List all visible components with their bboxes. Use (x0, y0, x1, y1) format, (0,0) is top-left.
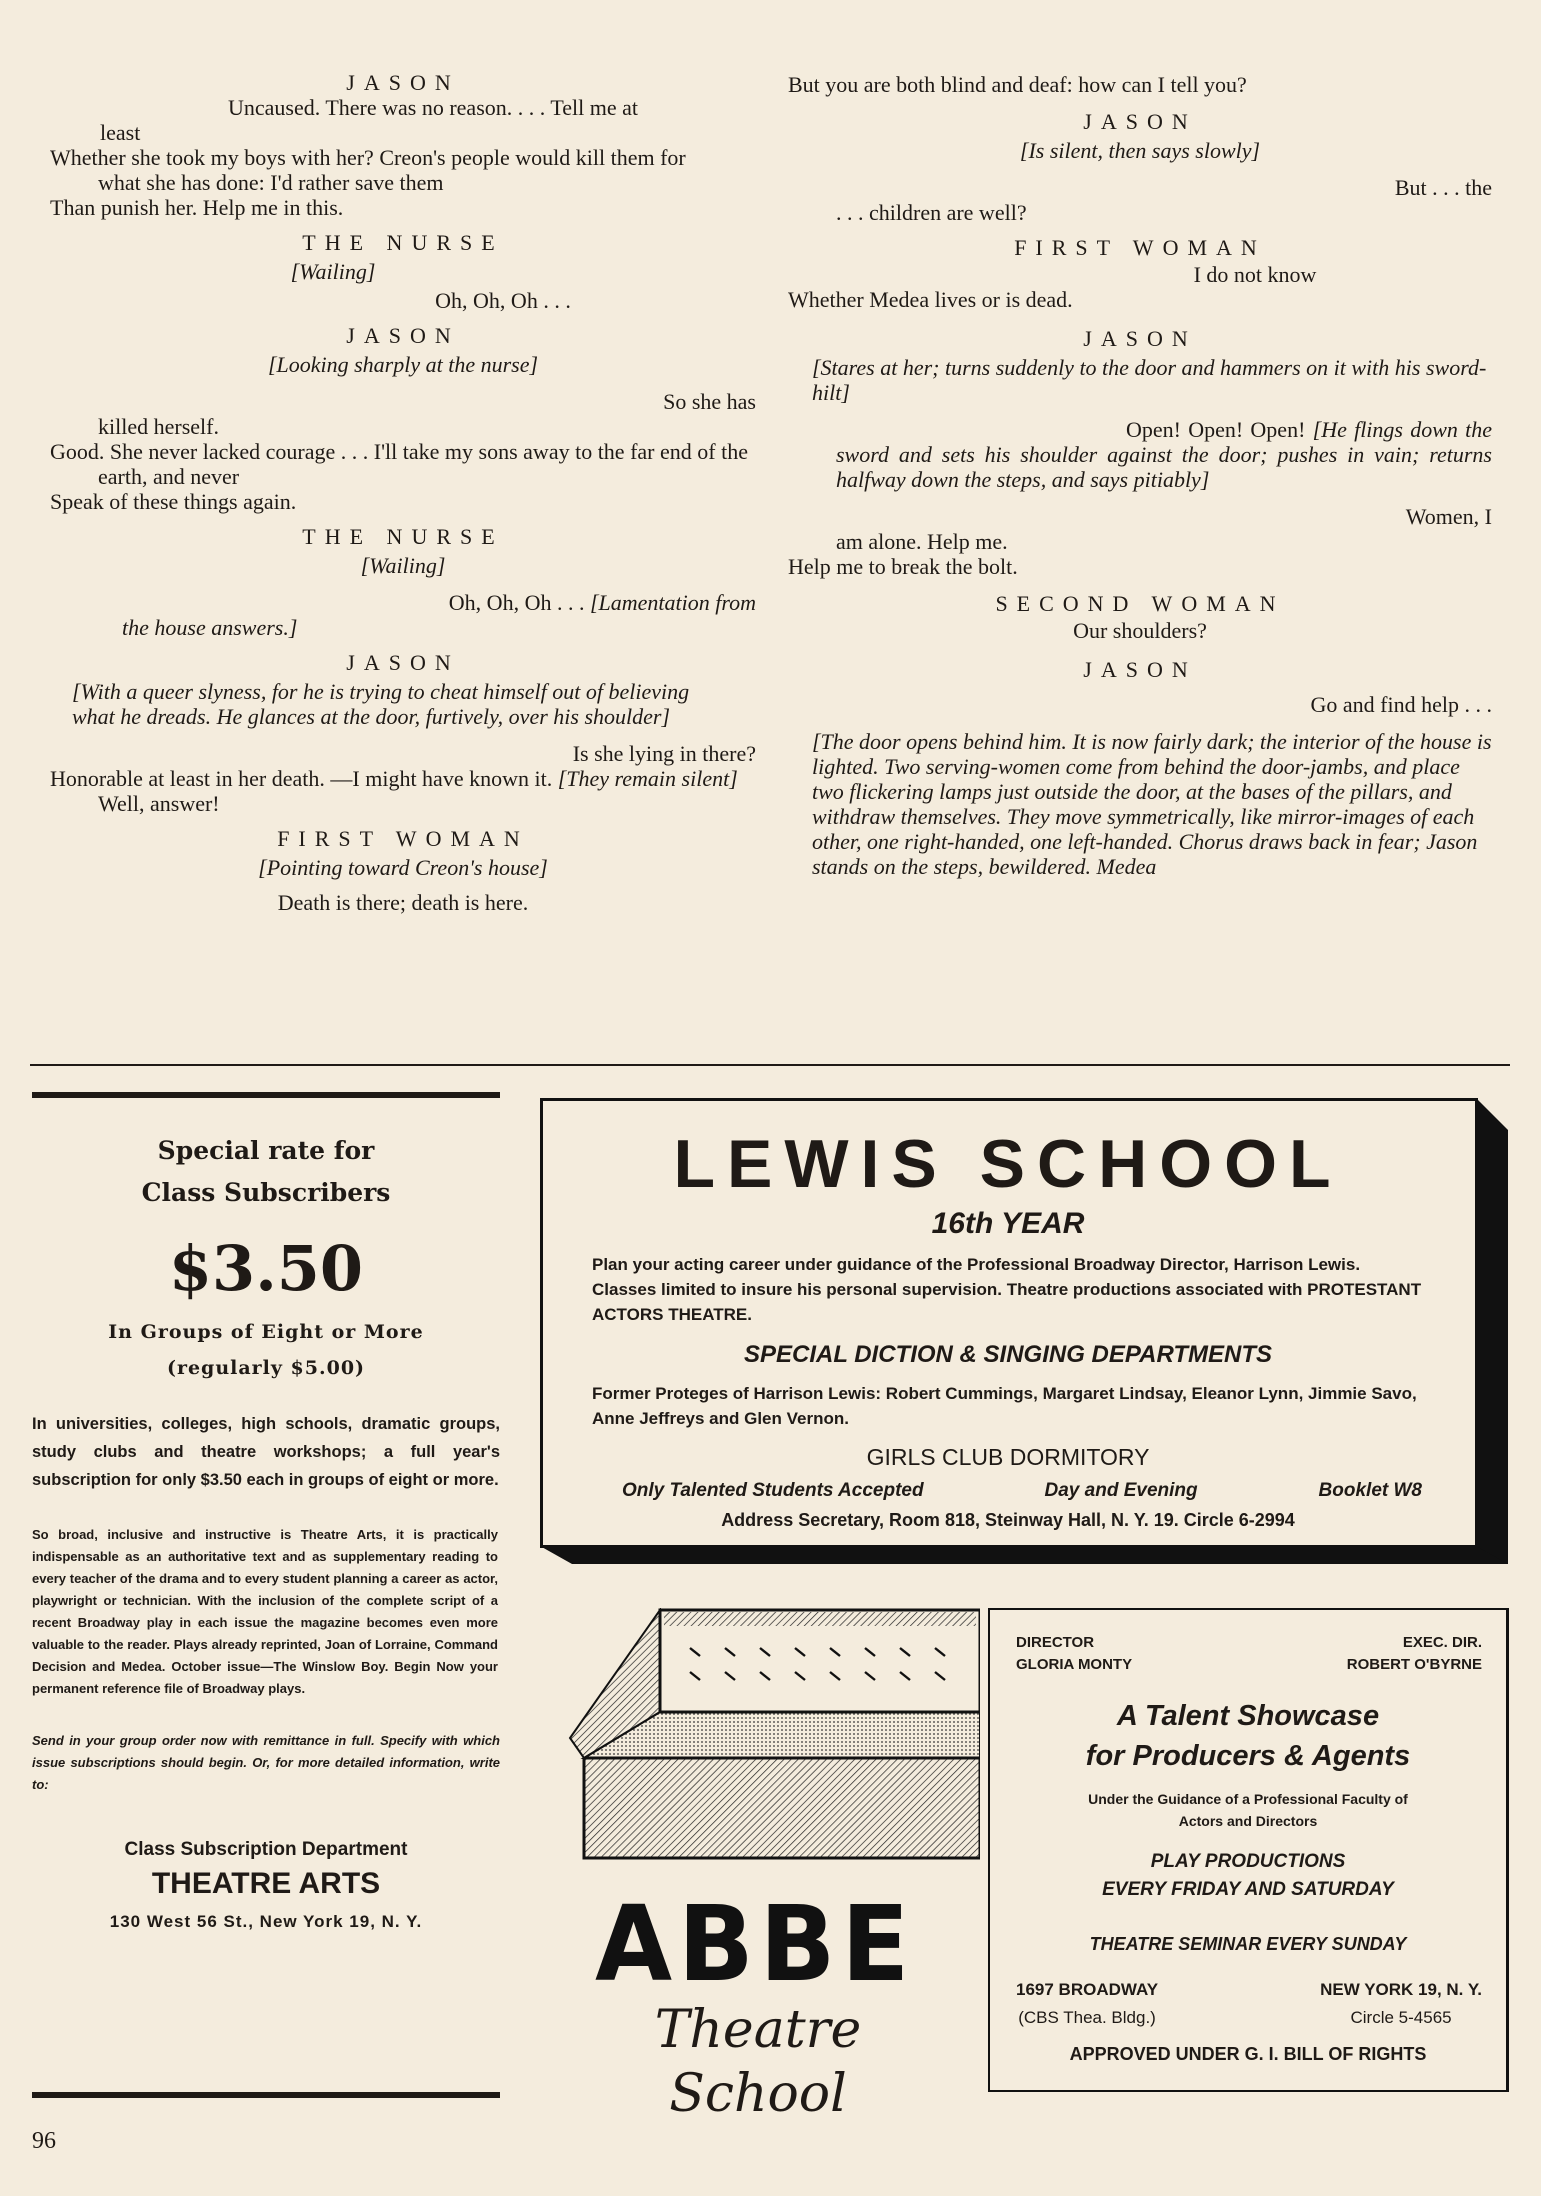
speaker-name: FIRST WOMAN (277, 826, 529, 851)
stage-illustration (560, 1608, 980, 1868)
showcase-line: A Talent Showcase (1116, 1700, 1380, 1732)
section-divider (30, 1064, 1510, 1066)
speaker-name: SECOND WOMAN (995, 591, 1285, 616)
dialogue-text: Oh, Oh, Oh . . . (448, 590, 590, 615)
stage-direction: [Wailing] (360, 553, 446, 578)
director-label: DIRECTOR (1016, 1634, 1095, 1651)
dialogue-line: Is she lying in there? (572, 741, 756, 766)
stage-direction: [They remain silent] (557, 766, 738, 791)
abbe-theatre-ad (560, 1608, 1508, 2124)
lewis-school-ad (540, 1098, 1508, 1564)
gi-bill-approval: APPROVED UNDER G. I. BILL OF RIGHTS (1069, 2044, 1427, 2064)
exec-director-name: ROBERT O'BYRNE (1346, 1656, 1482, 1673)
stage-direction: [The door opens behind him. It is now fairly dark; the interior of the house is lighted. Two serving-women come from behind the door-jambs, and place two flickering lamps just outside the door, at the bases of the pillars, and withdraw themselves. They move symmetrically, like mirror-images of each other, one right-handed, one left-handed. Chorus draws back in fear; Jason stands on the steps, bewildered. Medea (812, 729, 1492, 879)
ad-department: Class Subscription Department (124, 1839, 408, 1860)
dialogue-line: am alone. Help me. (836, 529, 1008, 554)
school-title: LEWIS SCHOOL (673, 1126, 1343, 1202)
dialogue-line: Speak of these things again. (50, 489, 297, 514)
dialogue-line: So she has (663, 389, 756, 414)
play-productions (990, 1848, 1506, 1904)
director-name: GLORIA MONTY (1016, 1656, 1133, 1673)
dialogue-line: Our shoulders? (1073, 618, 1207, 643)
dialogue-line: . . . children are well? (836, 200, 1027, 225)
dialogue-line: Uncaused. There was no reason. . . . Tell me at (227, 95, 639, 120)
exec-director-label: EXEC. DIR. (1402, 1634, 1482, 1651)
dialogue-text: Well, answer! (98, 791, 220, 816)
dialogue-line: Women, I (1405, 504, 1492, 529)
school-admission: Only Talented Students Accepted (622, 1480, 924, 1501)
dialogue-line: least (100, 120, 141, 145)
dialogue-line: Whether she took my boys with her? Creon's people would kill them for what she has done: I'd rather save them (50, 145, 686, 195)
address-right (1320, 1976, 1482, 2032)
street-address: 1697 BROADWAY (1016, 1980, 1159, 1999)
dialogue-text: Honorable at least in her death. —I might have known it. (50, 766, 558, 791)
speaker-name: THE NURSE (302, 230, 504, 255)
stage-direction: [With a queer slyness, for he is trying to cheat himself out of believing what he dreads. He glances at the door, furtively, over his shoulder] (72, 679, 690, 729)
speaker-name: JASON (346, 650, 460, 675)
dialogue-line: But you are both blind and deaf: how can I tell you? (788, 72, 1247, 97)
speaker-name: FIRST WOMAN (1014, 235, 1266, 260)
subscription-ad (32, 1130, 500, 1940)
stage-direction: [He flings down the sword and sets his shoulder against the door; pushes in vain; returns halfway down the steps, and says pitiably] (836, 417, 1492, 492)
ad-price: $3.50 (168, 1232, 364, 1305)
school-address: Address Secretary, Room 818, Steinway Hall, N. Y. 19. Circle 6-2994 (721, 1510, 1295, 1530)
dialogue-line (788, 417, 1492, 492)
play-productions-line: PLAY PRODUCTIONS (1150, 1851, 1346, 1872)
address-left (1016, 1976, 1158, 2032)
page-number: 96 (32, 2128, 56, 2154)
play-column-right (788, 72, 1492, 879)
showcase-line: for Producers & Agents (1085, 1740, 1411, 1772)
speaker-name: JASON (346, 70, 460, 95)
stage-direction: [Looking sharply at the nurse] (267, 352, 539, 377)
stage-direction: [Pointing toward Creon's house] (258, 855, 548, 880)
play-productions-line: EVERY FRIDAY AND SATURDAY (1102, 1879, 1394, 1900)
ad-paragraph: In universities, colleges, high schools, dramatic groups, study clubs and theatre workshops; a full year's subscription for only $3.50 each in groups of eight or more. (32, 1415, 500, 1489)
theatre-seminar: THEATRE SEMINAR EVERY SUNDAY (1089, 1934, 1407, 1954)
school-details-row (622, 1478, 1422, 1504)
abbe-logo: ABBE (595, 1898, 915, 1988)
school-dormitory: GIRLS CLUB DORMITORY (866, 1444, 1150, 1470)
dialogue-line (50, 590, 756, 615)
dialogue-text: Open! Open! Open! (1126, 417, 1313, 442)
abbe-script-name: Theatre School (654, 2000, 862, 2124)
ad-bottom-rule (32, 2092, 500, 2098)
building-name: (CBS Thea. Bldg.) (1018, 2008, 1156, 2027)
stage-direction: [Lamentation from (589, 590, 756, 615)
dialogue-line: But . . . the (1394, 175, 1492, 200)
ad-address: 130 West 56 St., New York 19, N. Y. (109, 1912, 423, 1931)
school-schedule: Day and Evening (1044, 1480, 1198, 1501)
ad-paragraph: Send in your group order now with remittance in full. Specify with which issue subscriptions should begin. Or, for more detailed information, write to: (32, 1733, 500, 1792)
dialogue-line: Good. She never lacked courage . . . I'll take my sons away to the far end of the earth, and never (50, 439, 748, 489)
abbe-info-box (988, 1608, 1509, 2092)
speaker-name: JASON (1083, 657, 1197, 682)
ad-paragraph: So broad, inclusive and instructive is Theatre Arts, it is practically indispensable as an authoritative text and as supplementary reading to every teacher of the drama and to every student planning a career as actor, playwright or technician. With the inclusion of the complete script of a recent Broadway play in each issue the magazine becomes even more valuable to the reader. Plays already reprinted, Joan of Lorraine, Command Decision and Medea. October issue—The Winslow Boy. Begin Now your permanent reference file of Broadway plays. (32, 1527, 498, 1696)
ad-regular-price: (regularly $5.00) (166, 1357, 366, 1379)
dialogue-line: Oh, Oh, Oh . . . (435, 288, 571, 313)
dialogue-line: Death is there; death is here. (277, 890, 529, 915)
ad-top-rule (32, 1092, 500, 1098)
dialogue-line (50, 766, 756, 816)
dialogue-line: Than punish her. Help me in this. (50, 195, 344, 220)
dialogue-line: I do not know (1193, 262, 1317, 287)
play-column-left (50, 70, 756, 915)
dialogue-line: Go and find help . . . (1310, 692, 1492, 717)
ad-headline: Class Subscribers (141, 1178, 391, 1207)
ad-groups: In Groups of Eight or More (108, 1321, 424, 1343)
dialogue-line: Help me to break the bolt. (788, 554, 1018, 579)
stage-direction: the house answers.] (122, 615, 298, 640)
phone-number: Circle 5-4565 (1350, 2008, 1452, 2027)
city-address: NEW YORK 19, N. Y. (1320, 1980, 1482, 1999)
stage-direction: [Stares at her; turns suddenly to the door and hammers on it with his sword-hilt] (812, 355, 1487, 405)
speaker-name: THE NURSE (302, 524, 504, 549)
school-proteges: Former Proteges of Harrison Lewis: Robert Cummings, Margaret Lindsay, Eleanor Lynn, Jimmie Savo, Anne Jeffreys and Glen Vernon. (592, 1384, 1417, 1428)
ad-magazine-name: THEATRE ARTS (151, 1867, 381, 1900)
director-block (1016, 1632, 1132, 1676)
stage-direction: [Is silent, then says slowly] (1019, 138, 1261, 163)
speaker-name: JASON (346, 323, 460, 348)
school-intro: Plan your acting career under guidance of the Professional Broadway Director, Harrison Lewis. Classes limited to insure his personal supervision. Theatre productions associated with PROTESTANT ACTORS THEATRE. (592, 1255, 1422, 1324)
speaker-name: JASON (1083, 326, 1197, 351)
ad-headline: Special rate for (157, 1136, 375, 1165)
exec-director-block (1347, 1632, 1482, 1676)
speaker-name: JASON (1083, 109, 1197, 134)
school-booklet: Booklet W8 (1318, 1480, 1422, 1501)
school-departments: SPECIAL DICTION & SINGING DEPARTMENTS (743, 1341, 1273, 1368)
school-year: 16th YEAR (931, 1207, 1085, 1240)
showcase-heading (990, 1696, 1506, 1776)
dialogue-line: killed herself. (98, 414, 219, 439)
dialogue-line: Whether Medea lives or is dead. (788, 287, 1073, 312)
stage-direction: [Wailing] (290, 259, 376, 284)
guidance-text: Under the Guidance of a Professional Faculty of Actors and Directors (1088, 1791, 1408, 1829)
abbe-logo-graphic (590, 1898, 920, 1988)
